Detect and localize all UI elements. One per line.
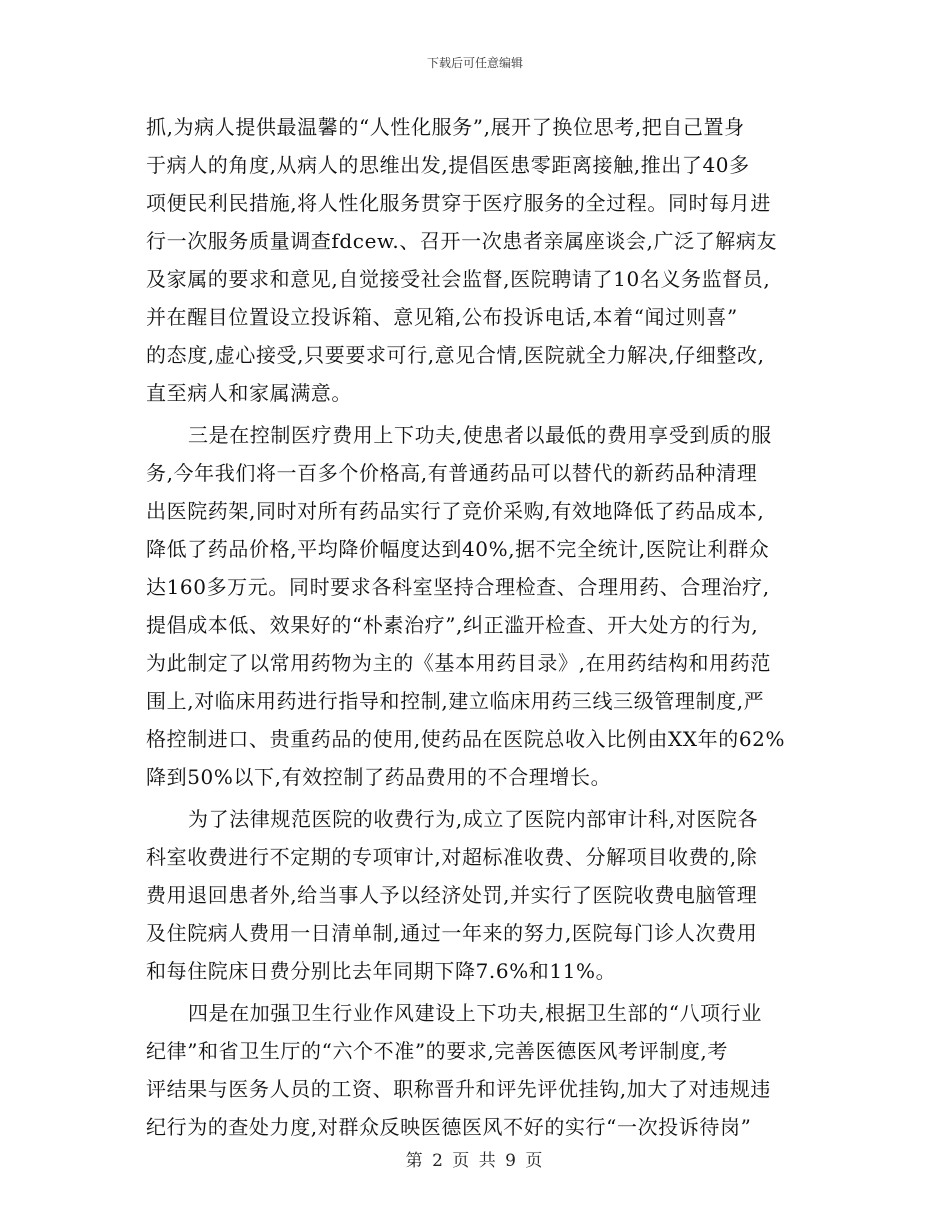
text-line: 提倡成本低、效果好的“朴素治疗”,纠正滥开检查、开大处方的行为, bbox=[146, 613, 759, 637]
text-line: 和每住院床日费分别比去年同期下降7.6%和11%。 bbox=[146, 959, 617, 983]
text-line: 科室收费进行不定期的专项审计,对超标准收费、分解项目收费的,除 bbox=[146, 845, 758, 869]
text-line: 围上,对临床用药进行指导和控制,建立临床用药三线三级管理制度,严 bbox=[146, 689, 765, 713]
text-line: 行一次服务质量调查fdcew.、召开一次患者亲属座谈会,广泛了解病友 bbox=[146, 229, 778, 253]
document-body bbox=[146, 108, 806, 1146]
paragraph-2 bbox=[146, 416, 806, 796]
text-line: 达160多万元。同时要求各科室坚持合理检查、合理用药、合理治疗, bbox=[146, 575, 770, 599]
text-line: 并在醒目位置设立投诉箱、意见箱,公布投诉电话,本着“闻过则喜” bbox=[146, 305, 738, 329]
page-header-note: 下载后可任意编辑 bbox=[426, 56, 523, 70]
text-line: 于病人的角度,从病人的思维出发,提倡医患零距离接触,推出了40多 bbox=[146, 153, 750, 177]
text-line: 格控制进口、贵重药品的使用,使药品在医院总收入比例由XX年的62% bbox=[146, 727, 786, 751]
paragraph-4 bbox=[146, 994, 806, 1146]
text-line: 降到50%以下,有效控制了药品费用的不合理增长。 bbox=[146, 765, 612, 789]
text-line: 费用退回患者外,给当事人予以经济处罚,并实行了医院收费电脑管理 bbox=[146, 883, 758, 907]
text-line: 抓,为病人提供最温馨的“人性化服务”,展开了换位思考,把自己置身 bbox=[146, 115, 745, 139]
text-line: 出医院药架,同时对所有药品实行了竞价采购,有效地降低了药品成本, bbox=[146, 499, 765, 523]
text-line: 四是在加强卫生行业作风建设上下功夫,根据卫生部的“八项行业 bbox=[188, 1001, 762, 1025]
text-line: 纪律”和省卫生厅的“六个不准”的要求,完善医德医风考评制度,考 bbox=[146, 1039, 728, 1063]
text-line: 为此制定了以常用药物为主的《基本用药目录》,在用药结构和用药范 bbox=[146, 651, 771, 675]
text-line: 为了法律规范医院的收费行为,成立了医院内部审计科,对医院各 bbox=[188, 807, 759, 831]
text-line: 务,今年我们将一百多个价格高,有普通药品可以替代的新药品种清理 bbox=[146, 461, 758, 485]
text-line: 及住院病人费用一日清单制,通过一年来的努力,医院每门诊人次费用 bbox=[146, 921, 758, 945]
text-line: 的态度,虚心接受,只要要求可行,意见合情,医院就全力解决,仔细整改, bbox=[146, 343, 765, 367]
page-number: 第 2 页 共 9 页 bbox=[405, 1151, 545, 1171]
text-line: 三是在控制医疗费用上下功夫,使患者以最低的费用享受到质的服 bbox=[188, 423, 772, 447]
text-line: 纪行为的查处力度,对群众反映医德医风不好的实行“一次投诉待岗” bbox=[146, 1115, 752, 1139]
text-line: 直至病人和家属满意。 bbox=[146, 381, 352, 405]
text-line: 项便民利民措施,将人性化服务贯穿于医疗服务的全过程。同时每月进 bbox=[146, 191, 771, 215]
paragraph-3 bbox=[146, 800, 806, 990]
text-line: 降低了药品价格,平均降价幅度达到40%,据不完全统计,医院让利群众 bbox=[146, 537, 770, 561]
paragraph-1 bbox=[146, 108, 806, 412]
text-line: 及家属的要求和意见,自觉接受社会监督,医院聘请了10名义务监督员, bbox=[146, 267, 771, 291]
text-line: 评结果与医务人员的工资、职称晋升和评先评优挂钩,加大了对违规违 bbox=[146, 1077, 771, 1101]
